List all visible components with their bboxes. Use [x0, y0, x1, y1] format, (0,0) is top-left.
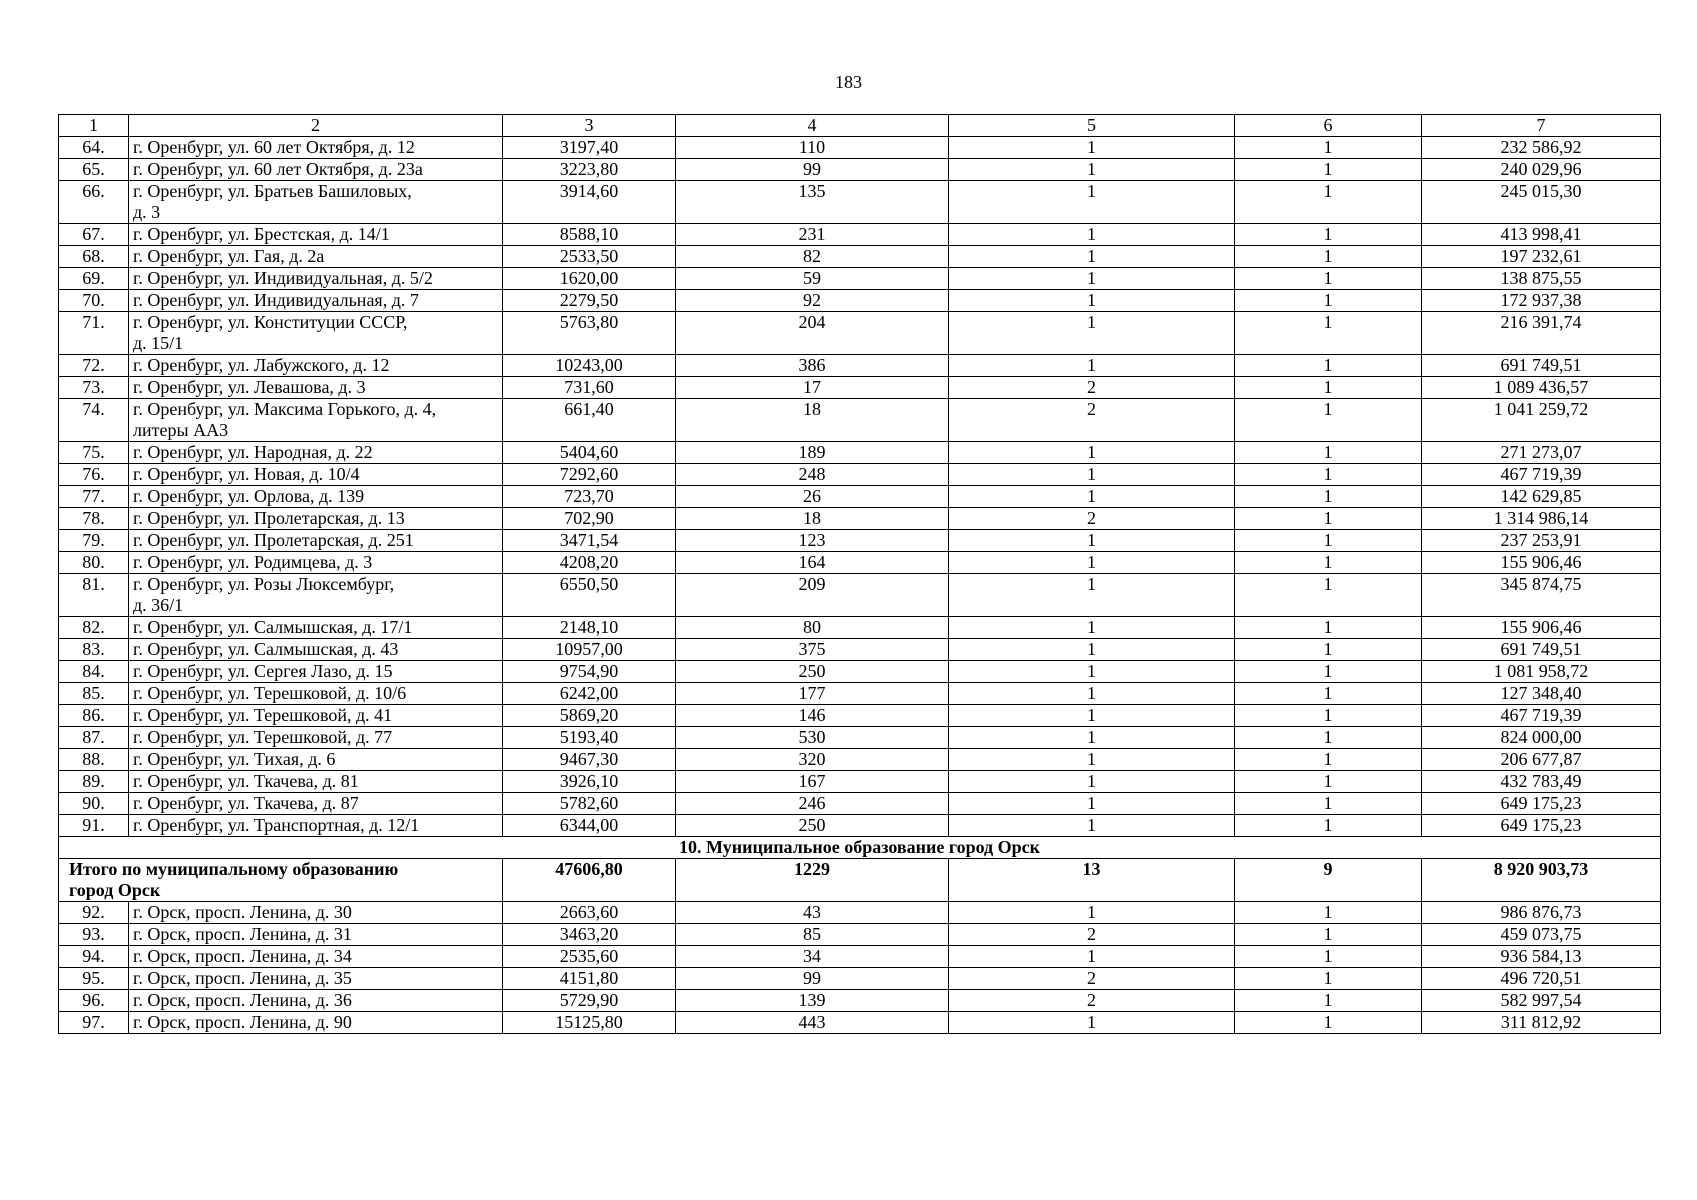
houses-cell: 1: [1235, 793, 1422, 815]
area-cell: 2663,60: [503, 902, 676, 924]
lifts-cell: 1: [949, 486, 1235, 508]
lifts-cell: 1: [949, 181, 1235, 224]
table-row: [59, 990, 1661, 1012]
table-row: [59, 968, 1661, 990]
lifts-cell: 1: [949, 815, 1235, 837]
lifts-cell: 1: [949, 464, 1235, 486]
column-number: 6: [1235, 115, 1422, 137]
cost-cell: 232 586,92: [1422, 137, 1661, 159]
houses-cell: 1: [1235, 749, 1422, 771]
area-cell: 723,70: [503, 486, 676, 508]
cost-cell: 467 719,39: [1422, 464, 1661, 486]
area-cell: 5729,90: [503, 990, 676, 1012]
lifts-cell: 1: [949, 639, 1235, 661]
residents-cell: 209: [676, 574, 949, 617]
area-cell: 4151,80: [503, 968, 676, 990]
residents-cell: 177: [676, 683, 949, 705]
houses-cell: 1: [1235, 574, 1422, 617]
row-number: 94.: [59, 946, 129, 968]
residents-cell: 59: [676, 268, 949, 290]
address-cell: г. Оренбург, ул. 60 лет Октября, д. 23а: [129, 159, 503, 181]
row-number: 75.: [59, 442, 129, 464]
area-cell: 4208,20: [503, 552, 676, 574]
lifts-cell: 1: [949, 749, 1235, 771]
page-number: 183: [835, 72, 862, 92]
cost-cell: 216 391,74: [1422, 312, 1661, 355]
address-cell: г. Оренбург, ул. Терешковой, д. 10/6: [129, 683, 503, 705]
table-row: [59, 639, 1661, 661]
residents-cell: 99: [676, 968, 949, 990]
residents-cell: 443: [676, 1012, 949, 1034]
houses-cell: 1: [1235, 902, 1422, 924]
cost-cell: 311 812,92: [1422, 1012, 1661, 1034]
residents-cell: 320: [676, 749, 949, 771]
lifts-cell: 1: [949, 312, 1235, 355]
table-row: [59, 530, 1661, 552]
lifts-cell: 1: [949, 552, 1235, 574]
area-cell: 6550,50: [503, 574, 676, 617]
address-cell: г. Оренбург, ул. Народная, д. 22: [129, 442, 503, 464]
residents-cell: 246: [676, 793, 949, 815]
houses-cell: 1: [1235, 224, 1422, 246]
row-number: 89.: [59, 771, 129, 793]
houses-cell: 1: [1235, 486, 1422, 508]
area-cell: 15125,80: [503, 1012, 676, 1034]
row-number: 83.: [59, 639, 129, 661]
table-row: [59, 137, 1661, 159]
total-houses: 9: [1235, 859, 1422, 902]
residents-cell: 80: [676, 617, 949, 639]
row-number: 70.: [59, 290, 129, 312]
row-number: 90.: [59, 793, 129, 815]
row-number: 71.: [59, 312, 129, 355]
table-row: [59, 552, 1661, 574]
houses-cell: 1: [1235, 815, 1422, 837]
houses-cell: 1: [1235, 530, 1422, 552]
row-number: 80.: [59, 552, 129, 574]
area-cell: 3471,54: [503, 530, 676, 552]
address-cell: г. Орск, просп. Ленина, д. 34: [129, 946, 503, 968]
column-number: 5: [949, 115, 1235, 137]
cost-cell: 172 937,38: [1422, 290, 1661, 312]
lifts-cell: 1: [949, 442, 1235, 464]
residents-cell: 146: [676, 705, 949, 727]
cost-cell: 345 874,75: [1422, 574, 1661, 617]
residents-cell: 135: [676, 181, 949, 224]
residents-cell: 167: [676, 771, 949, 793]
lifts-cell: 2: [949, 924, 1235, 946]
table-row: [59, 224, 1661, 246]
row-number: 92.: [59, 902, 129, 924]
lifts-cell: 1: [949, 705, 1235, 727]
residents-cell: 18: [676, 508, 949, 530]
cost-cell: 240 029,96: [1422, 159, 1661, 181]
row-number: 91.: [59, 815, 129, 837]
row-number: 93.: [59, 924, 129, 946]
address-cell: г. Оренбург, ул. Брестская, д. 14/1: [129, 224, 503, 246]
area-cell: 3223,80: [503, 159, 676, 181]
section-header-row: [59, 837, 1661, 859]
lifts-cell: 1: [949, 246, 1235, 268]
houses-cell: 1: [1235, 464, 1422, 486]
row-number: 69.: [59, 268, 129, 290]
houses-cell: 1: [1235, 639, 1422, 661]
address-cell: г. Оренбург, ул. Терешковой, д. 41: [129, 705, 503, 727]
residents-cell: 82: [676, 246, 949, 268]
houses-cell: 1: [1235, 399, 1422, 442]
lifts-cell: 1: [949, 159, 1235, 181]
houses-cell: 1: [1235, 968, 1422, 990]
residents-cell: 231: [676, 224, 949, 246]
row-number: 86.: [59, 705, 129, 727]
area-cell: 10243,00: [503, 355, 676, 377]
houses-cell: 1: [1235, 990, 1422, 1012]
residents-cell: 85: [676, 924, 949, 946]
houses-cell: 1: [1235, 268, 1422, 290]
column-number-row: [59, 115, 1661, 137]
cost-cell: 649 175,23: [1422, 793, 1661, 815]
lifts-cell: 1: [949, 355, 1235, 377]
houses-cell: 1: [1235, 312, 1422, 355]
houses-cell: 1: [1235, 661, 1422, 683]
cost-cell: 206 677,87: [1422, 749, 1661, 771]
address-cell: г. Оренбург, ул. Новая, д. 10/4: [129, 464, 503, 486]
address-cell: г. Орск, просп. Ленина, д. 35: [129, 968, 503, 990]
address-cell: г. Оренбург, ул. Максима Горького, д. 4, литеры АА3: [129, 399, 503, 442]
row-number: 68.: [59, 246, 129, 268]
table-row: [59, 1012, 1661, 1034]
cost-cell: 155 906,46: [1422, 552, 1661, 574]
row-number: 79.: [59, 530, 129, 552]
address-cell: г. Оренбург, ул. Братьев Башиловых, д. 3: [129, 181, 503, 224]
address-cell: г. Орск, просп. Ленина, д. 30: [129, 902, 503, 924]
row-number: 97.: [59, 1012, 129, 1034]
table-row: [59, 159, 1661, 181]
area-cell: 5782,60: [503, 793, 676, 815]
lifts-cell: 1: [949, 137, 1235, 159]
area-cell: 702,90: [503, 508, 676, 530]
houses-cell: 1: [1235, 355, 1422, 377]
row-number: 87.: [59, 727, 129, 749]
address-cell: г. Оренбург, ул. Лабужского, д. 12: [129, 355, 503, 377]
column-number: 7: [1422, 115, 1661, 137]
table-row: [59, 946, 1661, 968]
area-cell: 3463,20: [503, 924, 676, 946]
column-number: 1: [59, 115, 129, 137]
row-number: 67.: [59, 224, 129, 246]
address-cell: г. Оренбург, ул. Салмышская, д. 43: [129, 639, 503, 661]
houses-cell: 1: [1235, 442, 1422, 464]
residents-cell: 26: [676, 486, 949, 508]
registry-table: [58, 114, 1661, 1034]
houses-cell: 1: [1235, 946, 1422, 968]
area-cell: 731,60: [503, 377, 676, 399]
area-cell: 6344,00: [503, 815, 676, 837]
address-cell: г. Оренбург, ул. Тихая, д. 6: [129, 749, 503, 771]
cost-cell: 691 749,51: [1422, 639, 1661, 661]
row-number: 82.: [59, 617, 129, 639]
area-cell: 9754,90: [503, 661, 676, 683]
total-lifts: 13: [949, 859, 1235, 902]
column-number: 4: [676, 115, 949, 137]
lifts-cell: 1: [949, 661, 1235, 683]
lifts-cell: 1: [949, 617, 1235, 639]
area-cell: 7292,60: [503, 464, 676, 486]
address-cell: г. Оренбург, ул. Розы Люксембург, д. 36/1: [129, 574, 503, 617]
residents-cell: 250: [676, 815, 949, 837]
table-row: [59, 683, 1661, 705]
cost-cell: 467 719,39: [1422, 705, 1661, 727]
area-cell: 8588,10: [503, 224, 676, 246]
row-number: 77.: [59, 486, 129, 508]
row-number: 74.: [59, 399, 129, 442]
residents-cell: 17: [676, 377, 949, 399]
table-row: [59, 749, 1661, 771]
area-cell: 3926,10: [503, 771, 676, 793]
houses-cell: 1: [1235, 683, 1422, 705]
address-cell: г. Оренбург, ул. 60 лет Октября, д. 12: [129, 137, 503, 159]
column-number: 3: [503, 115, 676, 137]
houses-cell: 1: [1235, 727, 1422, 749]
table-row: [59, 815, 1661, 837]
lifts-cell: 1: [949, 683, 1235, 705]
residents-cell: 204: [676, 312, 949, 355]
address-cell: г. Орск, просп. Ленина, д. 31: [129, 924, 503, 946]
lifts-cell: 1: [949, 268, 1235, 290]
total-label: Итого по муниципальному образованию город Орск: [59, 859, 503, 902]
address-cell: г. Орск, просп. Ленина, д. 36: [129, 990, 503, 1012]
table-row: [59, 574, 1661, 617]
address-cell: г. Оренбург, ул. Родимцева, д. 3: [129, 552, 503, 574]
table-row: [59, 355, 1661, 377]
row-number: 72.: [59, 355, 129, 377]
residents-cell: 18: [676, 399, 949, 442]
table-row: [59, 727, 1661, 749]
cost-cell: 649 175,23: [1422, 815, 1661, 837]
address-cell: г. Оренбург, ул. Левашова, д. 3: [129, 377, 503, 399]
cost-cell: 1 081 958,72: [1422, 661, 1661, 683]
residents-cell: 34: [676, 946, 949, 968]
residents-cell: 99: [676, 159, 949, 181]
area-cell: 5763,80: [503, 312, 676, 355]
row-number: 96.: [59, 990, 129, 1012]
houses-cell: 1: [1235, 290, 1422, 312]
residents-cell: 375: [676, 639, 949, 661]
table-row: [59, 246, 1661, 268]
lifts-cell: 2: [949, 968, 1235, 990]
lifts-cell: 2: [949, 399, 1235, 442]
table-row: [59, 464, 1661, 486]
table-row: [59, 290, 1661, 312]
row-number: 76.: [59, 464, 129, 486]
residents-cell: 123: [676, 530, 949, 552]
table-row: [59, 442, 1661, 464]
table-row: [59, 486, 1661, 508]
section-title: 10. Муниципальное образование город Орск: [59, 837, 1661, 859]
row-number: 85.: [59, 683, 129, 705]
residents-cell: 92: [676, 290, 949, 312]
cost-cell: 127 348,40: [1422, 683, 1661, 705]
cost-cell: 986 876,73: [1422, 902, 1661, 924]
table-row: [59, 268, 1661, 290]
area-cell: 5193,40: [503, 727, 676, 749]
address-cell: г. Оренбург, ул. Пролетарская, д. 13: [129, 508, 503, 530]
residents-cell: 386: [676, 355, 949, 377]
row-number: 73.: [59, 377, 129, 399]
houses-cell: 1: [1235, 181, 1422, 224]
cost-cell: 936 584,13: [1422, 946, 1661, 968]
table-row: [59, 312, 1661, 355]
row-number: 88.: [59, 749, 129, 771]
area-cell: 2533,50: [503, 246, 676, 268]
lifts-cell: 1: [949, 793, 1235, 815]
cost-cell: 824 000,00: [1422, 727, 1661, 749]
houses-cell: 1: [1235, 924, 1422, 946]
cost-cell: 155 906,46: [1422, 617, 1661, 639]
lifts-cell: 1: [949, 727, 1235, 749]
table-row: [59, 181, 1661, 224]
cost-cell: 582 997,54: [1422, 990, 1661, 1012]
lifts-cell: 1: [949, 946, 1235, 968]
lifts-cell: 1: [949, 224, 1235, 246]
lifts-cell: 1: [949, 771, 1235, 793]
table-row: [59, 399, 1661, 442]
address-cell: г. Оренбург, ул. Индивидуальная, д. 5/2: [129, 268, 503, 290]
address-cell: г. Оренбург, ул. Ткачева, д. 81: [129, 771, 503, 793]
cost-cell: 197 232,61: [1422, 246, 1661, 268]
row-number: 84.: [59, 661, 129, 683]
residents-cell: 530: [676, 727, 949, 749]
row-number: 64.: [59, 137, 129, 159]
registry-table-body: [59, 115, 1661, 1034]
area-cell: 3197,40: [503, 137, 676, 159]
cost-cell: 691 749,51: [1422, 355, 1661, 377]
lifts-cell: 2: [949, 508, 1235, 530]
lifts-cell: 1: [949, 574, 1235, 617]
cost-cell: 432 783,49: [1422, 771, 1661, 793]
area-cell: 2279,50: [503, 290, 676, 312]
total-area: 47606,80: [503, 859, 676, 902]
table-row: [59, 617, 1661, 639]
residents-cell: 189: [676, 442, 949, 464]
total-row: [59, 859, 1661, 902]
cost-cell: 138 875,55: [1422, 268, 1661, 290]
row-number: 78.: [59, 508, 129, 530]
total-residents: 1229: [676, 859, 949, 902]
address-cell: г. Оренбург, ул. Конституции СССР, д. 15/1: [129, 312, 503, 355]
lifts-cell: 1: [949, 1012, 1235, 1034]
houses-cell: 1: [1235, 508, 1422, 530]
lifts-cell: 1: [949, 290, 1235, 312]
area-cell: 10957,00: [503, 639, 676, 661]
address-cell: г. Оренбург, ул. Ткачева, д. 87: [129, 793, 503, 815]
cost-cell: 1 041 259,72: [1422, 399, 1661, 442]
houses-cell: 1: [1235, 246, 1422, 268]
row-number: 81.: [59, 574, 129, 617]
houses-cell: 1: [1235, 159, 1422, 181]
residents-cell: 139: [676, 990, 949, 1012]
area-cell: 5404,60: [503, 442, 676, 464]
houses-cell: 1: [1235, 137, 1422, 159]
houses-cell: 1: [1235, 552, 1422, 574]
residents-cell: 43: [676, 902, 949, 924]
lifts-cell: 1: [949, 530, 1235, 552]
table-row: [59, 377, 1661, 399]
lifts-cell: 2: [949, 377, 1235, 399]
area-cell: 661,40: [503, 399, 676, 442]
cost-cell: 142 629,85: [1422, 486, 1661, 508]
table-row: [59, 902, 1661, 924]
address-cell: г. Оренбург, ул. Орлова, д. 139: [129, 486, 503, 508]
lifts-cell: 1: [949, 902, 1235, 924]
address-cell: г. Оренбург, ул. Сергея Лазо, д. 15: [129, 661, 503, 683]
address-cell: г. Оренбург, ул. Гая, д. 2а: [129, 246, 503, 268]
lifts-cell: 2: [949, 990, 1235, 1012]
houses-cell: 1: [1235, 617, 1422, 639]
cost-cell: 271 273,07: [1422, 442, 1661, 464]
cost-cell: 245 015,30: [1422, 181, 1661, 224]
cost-cell: 1 314 986,14: [1422, 508, 1661, 530]
table-row: [59, 924, 1661, 946]
row-number: 95.: [59, 968, 129, 990]
address-cell: г. Орск, просп. Ленина, д. 90: [129, 1012, 503, 1034]
houses-cell: 1: [1235, 1012, 1422, 1034]
row-number: 65.: [59, 159, 129, 181]
cost-cell: 237 253,91: [1422, 530, 1661, 552]
area-cell: 2148,10: [503, 617, 676, 639]
address-cell: г. Оренбург, ул. Салмышская, д. 17/1: [129, 617, 503, 639]
cost-cell: 496 720,51: [1422, 968, 1661, 990]
houses-cell: 1: [1235, 705, 1422, 727]
residents-cell: 250: [676, 661, 949, 683]
cost-cell: 1 089 436,57: [1422, 377, 1661, 399]
residents-cell: 110: [676, 137, 949, 159]
residents-cell: 248: [676, 464, 949, 486]
table-row: [59, 661, 1661, 683]
houses-cell: 1: [1235, 771, 1422, 793]
table-row: [59, 508, 1661, 530]
address-cell: г. Оренбург, ул. Пролетарская, д. 251: [129, 530, 503, 552]
area-cell: 9467,30: [503, 749, 676, 771]
total-cost: 8 920 903,73: [1422, 859, 1661, 902]
column-number: 2: [129, 115, 503, 137]
table-row: [59, 793, 1661, 815]
area-cell: 6242,00: [503, 683, 676, 705]
row-number: 66.: [59, 181, 129, 224]
cost-cell: 459 073,75: [1422, 924, 1661, 946]
houses-cell: 1: [1235, 377, 1422, 399]
table-row: [59, 705, 1661, 727]
residents-cell: 164: [676, 552, 949, 574]
address-cell: г. Оренбург, ул. Транспортная, д. 12/1: [129, 815, 503, 837]
table-row: [59, 771, 1661, 793]
area-cell: 1620,00: [503, 268, 676, 290]
address-cell: г. Оренбург, ул. Терешковой, д. 77: [129, 727, 503, 749]
area-cell: 5869,20: [503, 705, 676, 727]
cost-cell: 413 998,41: [1422, 224, 1661, 246]
area-cell: 2535,60: [503, 946, 676, 968]
area-cell: 3914,60: [503, 181, 676, 224]
address-cell: г. Оренбург, ул. Индивидуальная, д. 7: [129, 290, 503, 312]
